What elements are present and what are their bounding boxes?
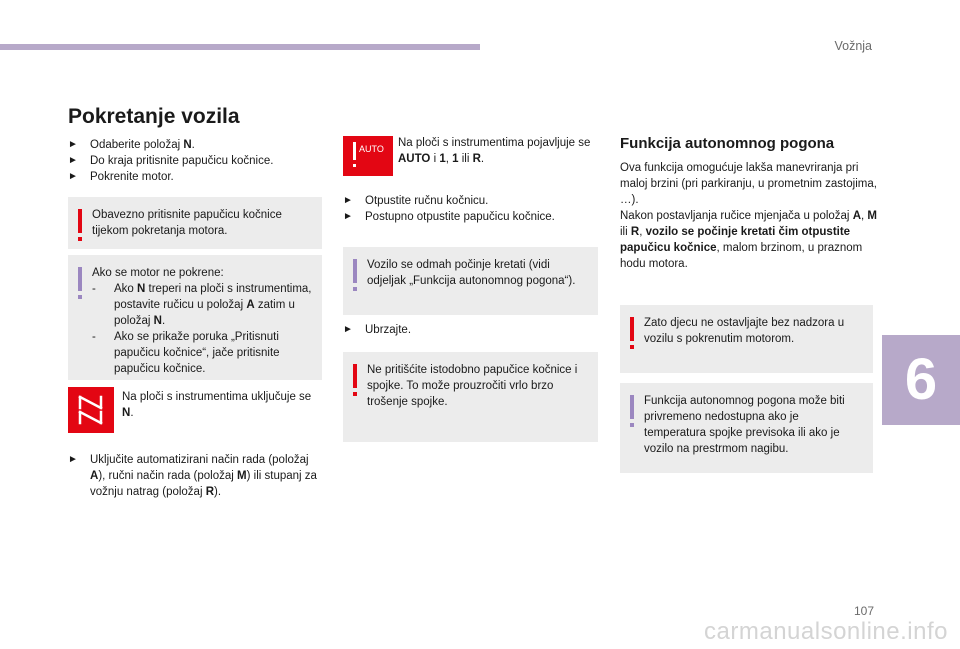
warning-icon	[630, 317, 634, 341]
page-number: 107	[853, 604, 874, 618]
auto-indicator-text: Na ploči s instrumentima pojavljuje se AUTO i 1, 1 ili R.	[398, 137, 591, 165]
arrow-icon: ►	[343, 211, 353, 222]
list-item: ► Postupno otpustite papučicu kočnice.	[343, 211, 555, 223]
list-item: ► Pokrenite motor.	[68, 171, 174, 183]
autonomous-description: Ova funkcija omogućuje lakša manevriranja pri maloj brzini (pri parkiranju, u prometnim zastojima, …). Nakon postavljanja ručice mjenjača u položaj A, M ili R, vozilo se počinje kretati čim otpustite papučicu kočnice, malom brzinom, u praznom hodu motora.	[620, 162, 877, 270]
section-title-starting: Pokretanje vozila	[68, 105, 240, 128]
info-icon	[353, 259, 357, 283]
chapter-title: Vožnja	[834, 39, 872, 53]
info-icon	[78, 267, 82, 291]
chapter-color-bar	[0, 44, 480, 50]
list-item: ► Uključite automatizirani način rada (položaj A), ručni način rada (položaj M) ili stupanj za vožnju natrag (položaj R).	[68, 454, 317, 498]
warning-box: Zato djecu ne ostavljajte bez nadzora u vozilu s pokrenutim motorom.	[620, 305, 873, 373]
n-indicator-text: Na ploči s instrumentima uključuje se N.	[122, 391, 312, 419]
watermark: carmanualsonline.info	[704, 618, 948, 645]
warning-box: Obavezno pritisnite papučicu kočnice tijekom pokretanja motora.	[68, 197, 322, 249]
list-item: ► Odaberite položaj N.	[68, 139, 195, 151]
arrow-icon: ►	[343, 195, 353, 206]
auto-indicator-icon: AUTO	[343, 136, 393, 176]
info-box: Funkcija autonomnog pogona može biti privremeno nedostupna ako je temperatura spojke previsoka ili ako je vozilo na prestrmom nagibu.	[620, 383, 873, 473]
section-title-autonomous: Funkcija autonomnog pogona	[620, 135, 835, 152]
arrow-icon: ►	[343, 324, 353, 335]
arrow-icon: ►	[68, 139, 78, 150]
exclamation-icon	[353, 142, 356, 160]
warning-icon	[353, 364, 357, 388]
accelerate-list	[343, 322, 599, 338]
arrow-icon: ►	[68, 454, 78, 465]
arrow-icon: ►	[68, 155, 78, 166]
release-steps-list	[343, 193, 599, 225]
list-item: ► Otpustite ručnu kočnicu.	[343, 195, 489, 207]
list-item: ► Ubrzajte.	[343, 324, 412, 336]
warning-box: Ne pritišćite istodobno papučice kočnice i spojke. To može prouzročiti vrlo brzo trošenje spojke.	[343, 352, 598, 442]
start-steps-list	[68, 137, 328, 185]
info-box: Ako se motor ne pokrene: - Ako N treperi na ploči s instrumentima, postavite ručicu u položaj A zatim u položaj N. - Ako se prikaže poruka „Pritisnuti papučicu kočnice“, jače pritisnite papučicu kočnice.	[68, 255, 322, 380]
info-box: Vozilo se odmah počinje kretati (vidi odjeljak „Funkcija autonomnog pogona“).	[343, 247, 598, 315]
list-item: ► Do kraja pritisnite papučicu kočnice.	[68, 155, 274, 167]
warning-icon	[78, 209, 82, 233]
list-item: - Ako se prikaže poruka „Pritisnuti papučicu kočnice“, jače pritisnite papučicu kočnice.	[92, 331, 280, 375]
mode-select-list	[68, 452, 324, 500]
info-icon	[630, 395, 634, 419]
chapter-number-tab: 6	[882, 335, 960, 425]
gear-n-indicator-icon	[68, 387, 114, 433]
list-item: - Ako N treperi na ploči s instrumentima, postavite ručicu u položaj A zatim u položaj N.	[92, 283, 312, 327]
arrow-icon: ►	[68, 171, 78, 182]
